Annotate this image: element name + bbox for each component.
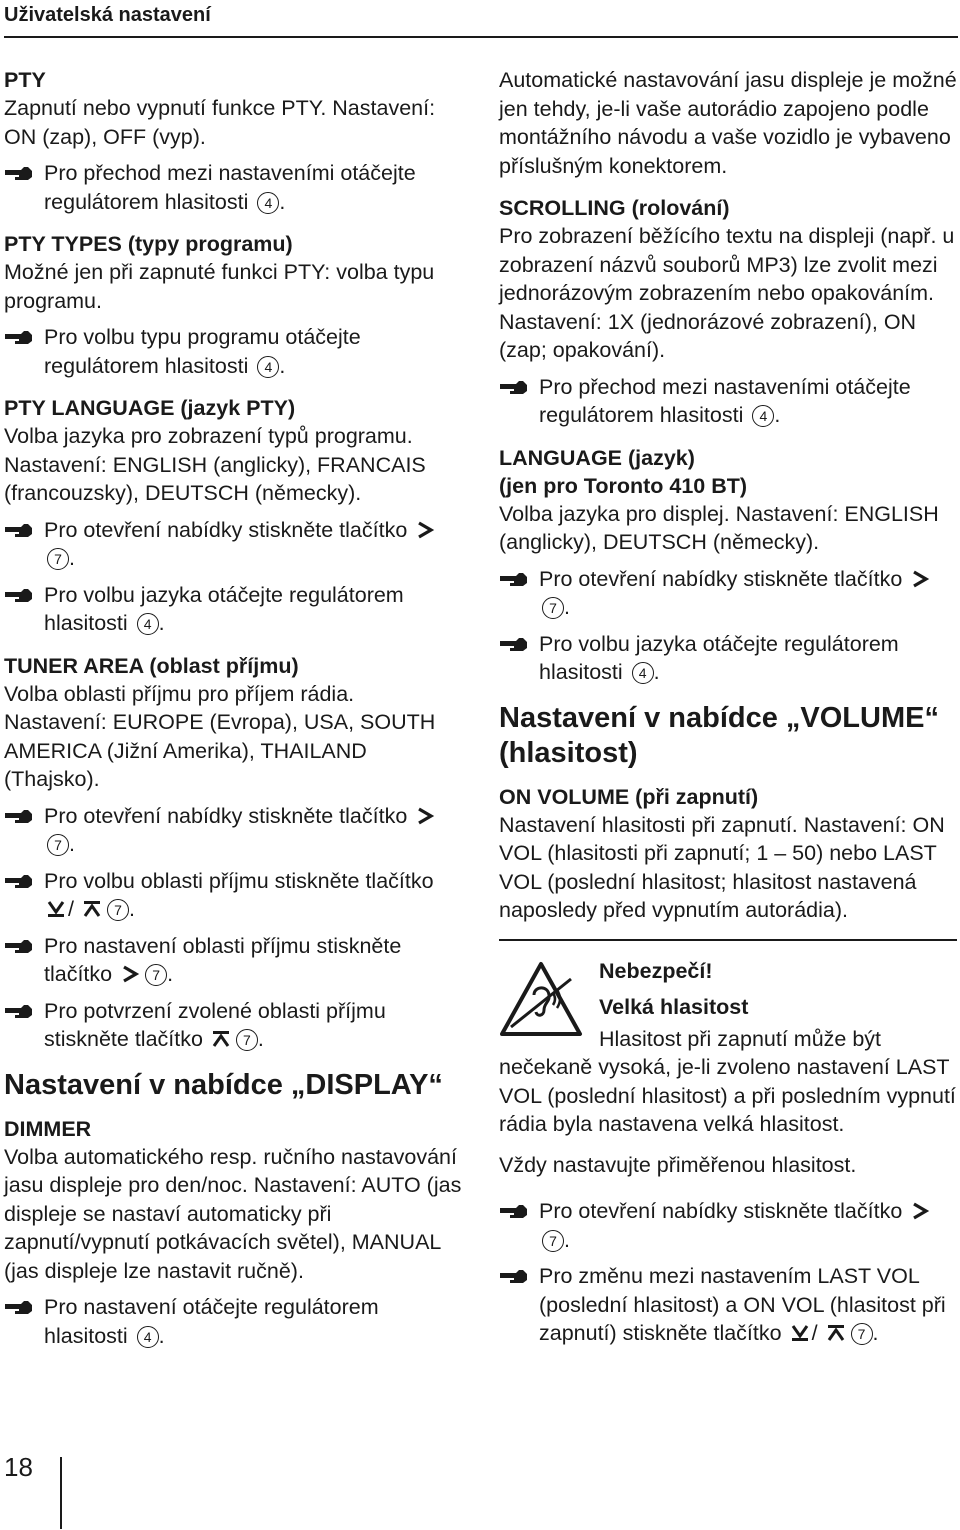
section-tuner-area	[4, 652, 462, 1054]
pointing-hand-icon	[499, 571, 529, 587]
heading-on-volume: ON VOLUME (při zapnutí)	[499, 784, 759, 809]
bullet-text: Pro přechod mezi nastaveními otáčejte regulátorem hlasitosti	[539, 374, 911, 427]
ref-volume-knob: 4	[632, 662, 654, 684]
language-text: Volba jazyka pro displej. Nastavení: ENGLISH (anglicky), DEUTSCH (německy).	[499, 501, 939, 554]
section-language	[499, 444, 957, 687]
dimmer-bullet: Pro nastavení otáčejte regulátorem hlasitosti 4 .	[4, 1293, 462, 1350]
pointing-hand-icon	[499, 1268, 529, 1284]
bullet-text: Pro volbu jazyka otáčejte regulátorem hlasitosti	[539, 631, 899, 684]
chevron-right-icon	[120, 965, 140, 983]
heading-volume-menu: Nastavení v nabídce „VOLUME“ (hlasitost)	[499, 701, 939, 769]
volume-bullet-1: Pro otevření nabídky stiskněte tlačítko 7 .	[499, 1197, 957, 1254]
bullet-text: Pro volbu jazyka otáčejte regulátorem hlasitosti	[44, 582, 404, 635]
bullet-text: Pro volbu oblasti příjmu stiskněte tlačítko	[44, 868, 434, 893]
chevron-right-icon	[910, 1202, 930, 1220]
section-pty-language	[4, 394, 462, 638]
up-button-icon	[82, 900, 102, 918]
chevron-right-icon	[415, 521, 435, 539]
pty-text: Zapnutí nebo vypnutí funkce PTY. Nastavení: ON (zap), OFF (vyp).	[4, 96, 436, 149]
chevron-right-icon	[910, 570, 930, 588]
heading-dimmer: DIMMER	[4, 1116, 92, 1141]
bullet-text: Pro přechod mezi nastaveními otáčejte regulátorem hlasitosti	[44, 161, 416, 214]
ref-button: 7	[542, 1230, 564, 1252]
bullet-text: Pro otevření nabídky stiskněte tlačítko	[539, 1199, 903, 1223]
bullet-text: Pro otevření nabídky stiskněte tlačítko	[44, 517, 408, 542]
pointing-hand-icon	[4, 1299, 34, 1315]
display-auto-note: Automatické nastavování jasu displeje je možné jen tehdy, je-li vaše autorádio zapojeno podle montážního návodu a vaše vozidlo je vybaveno příslušným konektorem.	[499, 68, 957, 178]
pointing-hand-icon	[4, 873, 34, 889]
section-pty	[4, 66, 462, 216]
heading-language-note: (jen pro Toronto 410 BT)	[499, 473, 748, 498]
page-number-rule	[60, 1457, 62, 1529]
pty-types-bullet: Pro volbu typu programu otáčejte regulátorem hlasitosti 4 .	[4, 323, 462, 380]
right-column	[499, 66, 957, 1348]
bullet-text: Pro otevření nabídky stiskněte tlačítko	[539, 566, 903, 591]
ref-button: 7	[47, 834, 69, 856]
section-display	[4, 1068, 462, 1351]
section-volume	[499, 701, 957, 925]
pointing-hand-icon	[4, 938, 34, 954]
bullet-text: Pro potvrzení zvolené oblasti příjmu stiskněte tlačítko	[44, 998, 386, 1051]
pointing-hand-icon	[4, 329, 34, 345]
ref-button: 7	[47, 548, 69, 570]
page-number: 18	[4, 1452, 33, 1482]
ref-button: 7	[107, 899, 129, 921]
tuner-bullet-4: Pro potvrzení zvolené oblasti příjmu stiskněte tlačítko 7 .	[4, 997, 462, 1054]
volume-bullets	[499, 1197, 957, 1348]
ref-button: 7	[542, 597, 564, 619]
danger-title: Nebezpečí!	[599, 958, 713, 983]
tuner-bullet-3: Pro nastavení oblasti příjmu stiskněte tlačítko 7 .	[4, 932, 462, 989]
section-pty-types	[4, 230, 462, 380]
pty-types-text: Možné jen při zapnuté funkci PTY: volba typu programu.	[4, 260, 435, 313]
language-bullet-2: Pro volbu jazyka otáčejte regulátorem hlasitosti 4 .	[499, 630, 957, 687]
up-button-icon	[211, 1030, 231, 1048]
pointing-hand-icon	[4, 808, 34, 824]
heading-pty-types: PTY TYPES (typy programu)	[4, 232, 293, 256]
heading-scrolling: SCROLLING (rolování)	[499, 196, 730, 220]
on-volume-text: Nastavení hlasitosti při zapnutí. Nastavení: ON VOL (hlasitosti při zapnutí; 1 – 50) nebo LAST VOL (poslední hlasitost; hlasitost nastavená naposledy před vypnutím autorádia).	[499, 812, 945, 922]
language-bullet-1: Pro otevření nabídky stiskněte tlačítko 7 .	[499, 565, 957, 622]
heading-display-menu: Nastavení v nabídce „DISPLAY“	[4, 1068, 443, 1101]
danger-notice	[499, 953, 957, 1180]
tuner-area-text: Volba oblasti příjmu pro příjem rádia. Nastavení: EUROPE (Evropa), USA, SOUTH AMERICA (Jižní Amerika), THAILAND (Thajsko).	[4, 681, 436, 791]
left-column	[4, 66, 462, 1350]
bullet-text: Pro nastavení oblasti příjmu stiskněte tlačítko	[44, 933, 402, 986]
ref-volume-knob: 4	[137, 1326, 159, 1348]
pointing-hand-icon	[4, 1003, 34, 1019]
section-scrolling	[499, 194, 957, 430]
warning-ear-icon	[499, 961, 583, 1037]
danger-subtitle: Velká hlasitost	[599, 994, 749, 1019]
pointing-hand-icon	[499, 379, 529, 395]
down-button-icon	[790, 1324, 810, 1342]
pty-language-bullet-2: Pro volbu jazyka otáčejte regulátorem hlasitosti 4 .	[4, 581, 462, 638]
pty-language-bullet-1: Pro otevření nabídky stiskněte tlačítko 7 .	[4, 516, 462, 573]
bullet-text: Pro otevření nabídky stiskněte tlačítko	[44, 803, 408, 828]
volume-bullet-2: Pro změnu mezi nastavením LAST VOL (poslední hlasitost) a ON VOL (hlasitost při zapnutí) stiskněte tlačítko / 7 .	[499, 1262, 957, 1348]
bullet-text: Pro změnu mezi nastavením LAST VOL (poslední hlasitost) a ON VOL (hlasitost při zapnutí) stiskněte tlačítko	[539, 1264, 946, 1345]
ref-button: 7	[145, 964, 167, 986]
pointing-hand-icon	[499, 1203, 529, 1219]
ref-button: 7	[236, 1029, 258, 1051]
pty-bullet: Pro přechod mezi nastaveními otáčejte regulátorem hlasitosti 4 .	[4, 159, 462, 216]
pointing-hand-icon	[499, 636, 529, 652]
pointing-hand-icon	[4, 587, 34, 603]
bullet-text: Pro volbu typu programu otáčejte regulátorem hlasitosti	[44, 325, 361, 378]
page-header: Uživatelská nastavení	[4, 4, 211, 26]
tuner-bullet-1: Pro otevření nabídky stiskněte tlačítko 7 .	[4, 802, 462, 859]
ref-volume-knob: 4	[137, 613, 159, 635]
pointing-hand-icon	[4, 165, 34, 181]
dimmer-text: Volba automatického resp. ručního nastavování jasu displeje pro den/noc. Nastavení: AUTO (jas displeje se nastaví automaticky při zapnutí/vypnutí potkávacích světel), MANUAL (jas displeje lze nastavit ručně).	[4, 1144, 462, 1283]
heading-language: LANGUAGE (jazyk)	[499, 445, 695, 470]
scrolling-bullet: Pro přechod mezi nastaveními otáčejte regulátorem hlasitosti 4 .	[499, 373, 957, 430]
ref-button: 7	[851, 1323, 873, 1345]
danger-advice: Vždy nastavujte přiměřenou hlasitost.	[499, 1152, 857, 1177]
bullet-text: Pro nastavení otáčejte regulátorem hlasitosti	[44, 1295, 379, 1348]
divider	[499, 939, 957, 941]
ref-volume-knob: 4	[752, 405, 774, 427]
scrolling-text: Pro zobrazení běžícího textu na displeji (např. u zobrazení názvů souborů MP3) lze zvolit mezi jednorázovým zobrazením nebo opakováním. Nastavení: 1X (jednorázové zobrazení), ON (zap; opakování).	[499, 224, 955, 362]
danger-text: Hlasitost při zapnutí může být nečekaně vysoká, je-li zvoleno nastavení LAST VOL (poslední hlasitost) a při posledním vypnutí rádia byla nastavena velká hlasitost.	[499, 1026, 956, 1136]
pty-language-text: Volba jazyka pro zobrazení typů programu. Nastavení: ENGLISH (anglicky), FRANCAIS (francouzsky), DEUTSCH (německy).	[4, 424, 426, 505]
up-button-icon	[826, 1324, 846, 1342]
header-rule	[4, 36, 958, 38]
chevron-right-icon	[415, 807, 435, 825]
heading-pty-language: PTY LANGUAGE (jazyk PTY)	[4, 396, 296, 420]
pointing-hand-icon	[4, 522, 34, 538]
tuner-bullet-2: Pro volbu oblasti příjmu stiskněte tlačítko / 7 .	[4, 867, 462, 924]
heading-pty: PTY	[4, 68, 46, 92]
ref-volume-knob: 4	[257, 192, 279, 214]
ref-volume-knob: 4	[257, 356, 279, 378]
down-button-icon	[46, 900, 66, 918]
heading-tuner-area: TUNER AREA (oblast příjmu)	[4, 653, 299, 678]
